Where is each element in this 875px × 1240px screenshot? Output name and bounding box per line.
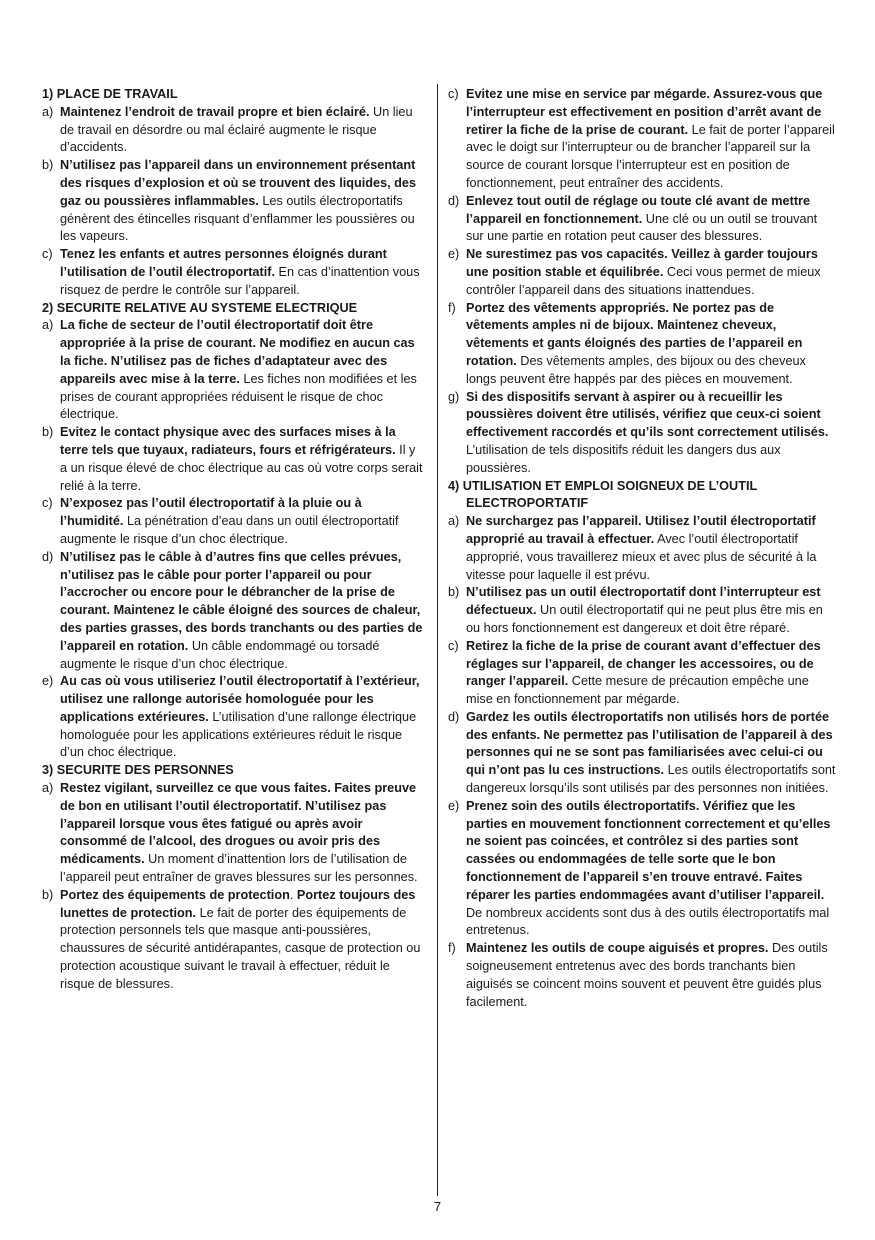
item-body (60, 157, 424, 246)
item-letter: c) (42, 247, 53, 262)
list-item (42, 673, 424, 762)
item-body (60, 495, 424, 548)
item-body (466, 300, 838, 389)
item-instruction: Portez des vêtements appropriés. Ne portez pas de vêtements amples ni de bijoux. Maintenez cheveux, vêtements et gants éloignés des parties de l’appareil en rotation. (466, 300, 803, 368)
item-instruction: Portez des équipements de protection (60, 887, 290, 902)
list-item (448, 389, 838, 478)
list-item (448, 798, 838, 940)
item-explanation: Des outils soigneusement entretenus avec des bords tranchants bien aiguisés se coincent moins souvent et peuvent être guidés plus facilement. (466, 941, 828, 1009)
item-explanation: Un lieu de travail en désordre ou mal éclairé augmente le risque d’accidents. (60, 104, 413, 155)
item-instruction: Maintenez l’endroit de travail propre et bien éclairé. (60, 104, 370, 119)
item-body (466, 638, 838, 709)
list-item (448, 709, 838, 798)
item-explanation: Il y a un risque élevé de choc électrique au cas où votre corps serait relié à la terre. (60, 442, 423, 493)
item-explanation: Les outils électroportatifs génèrent des étincelles risquant d’enflammer les poussières ou les vapeurs. (60, 193, 415, 244)
item-explanation: . (289, 887, 297, 902)
item-instruction: Enlevez tout outil de réglage ou toute clé avant de mettre l’appareil en fonctionnement. (466, 193, 811, 226)
list-item (448, 940, 838, 1011)
item-explanation: Cette mesure de précaution empêche une mise en fonctionnement par mégarde. (466, 674, 809, 707)
item-explanation: Ceci vous permet de mieux contrôler l’appareil dans des situations inattendues. (466, 264, 821, 297)
item-letter: a) (42, 781, 54, 796)
item-explanation: L’utilisation d’une rallonge électrique homologuée pour les applications extérieures réduit le risque d’un choc électrique. (60, 709, 417, 760)
item-letter: f) (448, 300, 456, 315)
item-body (466, 709, 838, 798)
item-letter: f) (448, 941, 456, 956)
item-instruction: N’utilisez pas un outil électroportatif dont l’interrupteur est défectueux. (466, 585, 821, 618)
list-item (42, 424, 424, 495)
item-instruction: Restez vigilant, surveillez ce que vous faites. Faites preuve de bon en utilisant l’outil électroportatif. N’utilisez pas l’appareil lorsque vous êtes fatigué ou après avoir consommé de l’alcool, des drogues ou avoir pris des médicaments. (60, 781, 417, 867)
item-letter: a) (42, 318, 54, 333)
item-letter: e) (42, 674, 54, 689)
item-body (60, 780, 424, 887)
item-letter: c) (448, 87, 459, 101)
item-explanation: Un moment d’inattention lors de l’utilisation de l’appareil peut entraîner de graves blessures sur les personnes. (60, 852, 418, 885)
item-body (466, 246, 838, 299)
item-letter: b) (42, 425, 54, 440)
item-explanation: Avec l’outil électroportatif approprié, vous travaillerez mieux et avec plus de sécurité à la vitesse pour laquelle il est prévu. (466, 531, 817, 582)
section-heading: 2) SECURITE RELATIVE AU SYSTEME ELECTRIQUE (42, 300, 358, 315)
item-explanation: Des vêtements amples, des bijoux ou des cheveux longs peuvent être happés par des pièces en mouvement. (466, 353, 806, 386)
item-letter: g) (448, 389, 460, 404)
item-instruction: Ne surchargez pas l’appareil. Utilisez l’outil électroportatif approprié au travail à effectuer. (466, 514, 816, 546)
list-item (42, 780, 424, 887)
list-item (448, 513, 838, 584)
item-body (60, 246, 424, 299)
item-instruction: Si des dispositifs servant à aspirer ou à recueillir les poussières doivent être utilisés, vérifiez que ceux-ci soient effectivement raccordés et qu’ils sont correctement utilisés. (466, 389, 829, 440)
item-instruction: Au cas où vous utiliseriez l’outil électroportatif à l’extérieur, utilisez une rallonge autorisée homologuée pour les applications extérieures. (60, 674, 420, 724)
item-body (60, 317, 424, 424)
item-letter: c) (448, 638, 459, 653)
item-instruction: Gardez les outils électroportatifs non utilisés hors de portée des enfants. Ne permettez pas l’utilisation de l’appareil à des personnes qui ne se sont pas familiarisées avec celui-ci ou qui n’ont pas lu ces instructions. (466, 709, 833, 778)
item-instruction: Maintenez les outils de coupe aiguisés et propres. (466, 941, 769, 956)
item-explanation: De nombreux accidents sont dus à des outils électroportatifs mal entretenus. (466, 905, 830, 938)
item-body (60, 887, 424, 994)
list-item (448, 584, 838, 637)
item-body (60, 104, 424, 157)
list-item (42, 157, 424, 246)
section-heading: 4) UTILISATION ET EMPLOI SOIGNEUX DE L’OUTIL ELECTROPORTATIF (448, 478, 757, 511)
item-instruction: Portez toujours des lunettes de protection. (60, 887, 416, 920)
item-explanation: Un outil électroportatif qui ne peut plus être mis en ou hors fonctionnement est dangereux et doit être réparé. (466, 603, 823, 635)
item-letter: b) (42, 158, 54, 173)
item-letter: e) (448, 798, 460, 813)
item-explanation: En cas d’inattention vous risquez de perdre le contrôle sur l’appareil. (60, 264, 420, 297)
item-body (466, 513, 838, 584)
item-letter: a) (448, 514, 460, 529)
item-letter: d) (448, 709, 460, 724)
section-heading: 3) SECURITE DES PERSONNES (42, 763, 234, 778)
section-heading: 1) PLACE DE TRAVAIL (42, 87, 178, 101)
item-explanation: Les fiches non modifiées et les prises de courant appropriées réduisent le risque de choc électrique. (60, 371, 417, 422)
item-body (60, 424, 424, 495)
item-instruction: N’utilisez pas l’appareil dans un environnement présentant des risques d’explosion et où se trouvent des liquides, des gaz ou poussières inflammables. (60, 158, 417, 208)
item-explanation: Le fait de porter l’appareil avec le doigt sur l’interrupteur ou de brancher l’appareil sur la source de courant lorsque l’interrupteur est en position de fonctionnement, peut entraîner des accidents. (466, 122, 835, 190)
item-explanation: Une clé ou un outil se trouvant sur une partie en rotation peut causer des blessures. (466, 211, 818, 244)
item-body (466, 193, 838, 246)
item-instruction: Evitez une mise en service par mégarde. Assurez-vous que l’interrupteur est effectivement en position d’arrêt avant de retirer la fiche de la prise de courant. (466, 87, 823, 137)
list-item (42, 887, 424, 994)
item-body (466, 940, 838, 1011)
item-body (60, 549, 424, 674)
item-instruction: Prenez soin des outils électroportatifs. Vérifiez que les parties en mouvement fonctionnent correctement et qu’elles ne soient pas coincées, et contrôlez si des parties sont cassées ou endommagées de telle sorte que le bon fonctionnement de l’appareil s’en trouve entravé. Faites réparer les parties endommagées avant d’utiliser l’appareil. (466, 798, 831, 902)
list-item (42, 495, 424, 548)
item-body (466, 86, 838, 193)
item-instruction: N’exposez pas l’outil électroportatif à la pluie ou à l’humidité. (60, 496, 362, 529)
item-instruction: Evitez le contact physique avec des surfaces mises à la terre tels que tuyaux, radiateurs, fours et réfrigérateurs. (60, 425, 396, 457)
item-instruction: N’utilisez pas le câble à d’autres fins que celles prévues, n’utilisez pas le câble pour porter l’appareil ou pour l’accrocher ou encore pour le débrancher de la prise de courant. Maintenez le câble éloigné des sources de chaleur, des parties grasses, des bords tranchants ou des parties de l’appareil en rotation. (60, 549, 423, 653)
list-item (42, 246, 424, 299)
item-letter: b) (448, 585, 460, 600)
item-letter: a) (42, 104, 54, 119)
item-instruction: Retirez la fiche de la prise de courant avant d’effectuer des réglages sur l’appareil, de changer les accessoires, ou de ranger l’appareil. (466, 638, 821, 689)
item-explanation: L’utilisation de tels dispositifs réduit les dangers dus aux poussières. (466, 442, 781, 475)
item-letter: d) (42, 549, 54, 564)
left-column (42, 86, 424, 994)
item-letter: e) (448, 247, 460, 262)
list-item (448, 638, 838, 709)
item-instruction: Tenez les enfants et autres personnes éloignés durant l’utilisation de l’outil électroportatif. (60, 247, 387, 279)
column-divider (437, 84, 438, 1196)
item-letter: c) (42, 496, 53, 511)
item-instruction: Ne surestimez pas vos capacités. Veillez à garder toujours une position stable et équilibrée. (466, 247, 818, 279)
item-body (60, 673, 424, 762)
item-letter: b) (42, 887, 54, 902)
item-instruction: La fiche de secteur de l’outil électroportatif doit être appropriée à la prise de courant. Ne modifiez en aucun cas la fiche. N’utilisez pas de fiches d’adaptateur avec des appareils avec mise à la terre. (60, 318, 415, 386)
item-explanation: La pénétration d’eau dans un outil électroportatif augmente le risque d’un choc électrique. (60, 514, 399, 546)
right-column (448, 86, 838, 1011)
list-item (448, 193, 838, 246)
list-item (42, 104, 424, 157)
page-number: 7 (433, 1199, 442, 1214)
list-item (448, 300, 838, 389)
item-explanation: Le fait de porter des équipements de protection personnels tels que masque anti-poussières, chaussures de sécurité antidérapantes, casque de protection ou protection acoustique suivant le travail à effectuer, réduit le risque de blessures. (60, 905, 421, 991)
item-body (466, 584, 838, 637)
item-explanation: Un câble endommagé ou torsadé augmente le risque d’un choc électrique. (60, 638, 380, 671)
item-body (466, 798, 838, 940)
item-body (466, 389, 838, 478)
list-item (448, 246, 838, 299)
item-explanation: Les outils électroportatifs sont dangereux lorsqu’ils sont utilisés par des personnes non initiées. (466, 763, 836, 796)
list-item (42, 549, 424, 674)
list-item (448, 86, 838, 193)
list-item (42, 317, 424, 424)
item-letter: d) (448, 193, 460, 208)
